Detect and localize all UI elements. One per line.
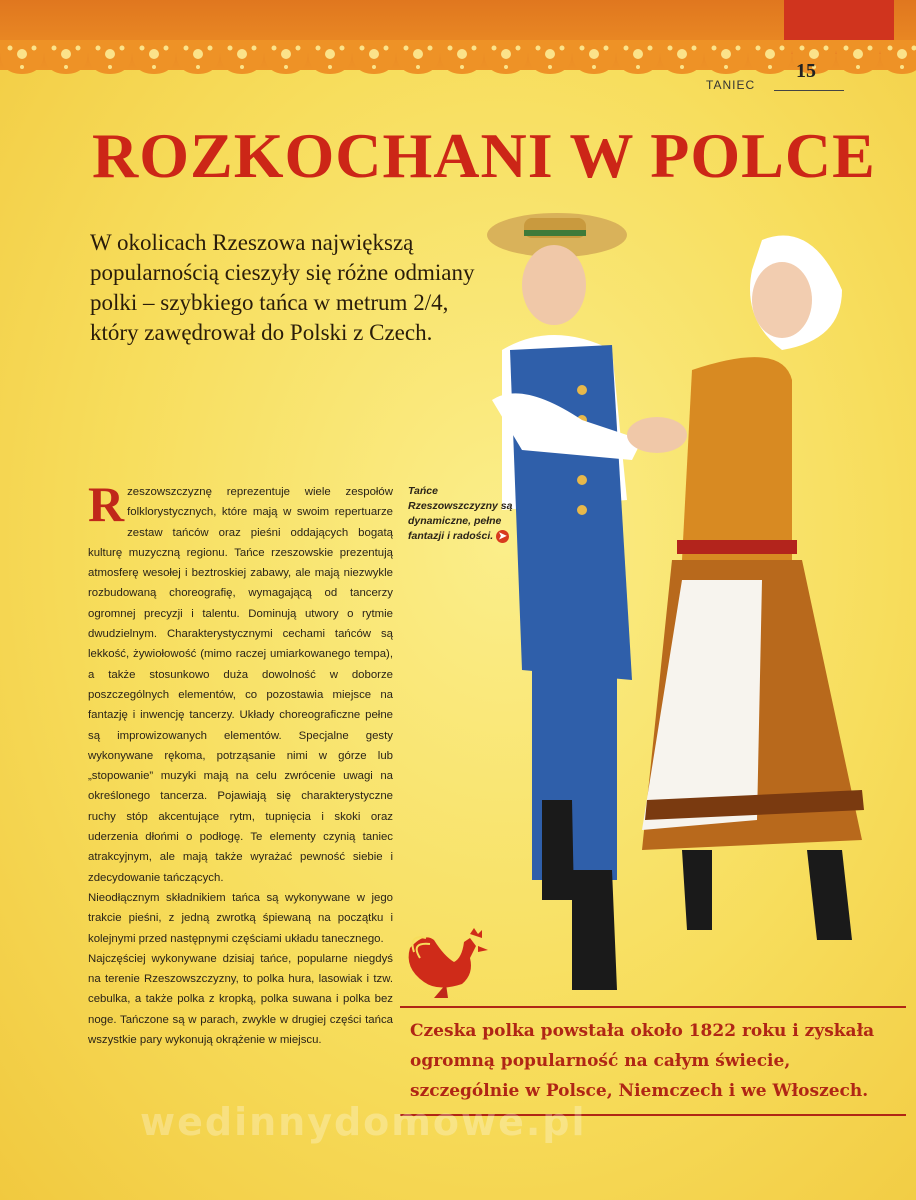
section-label: TANIEC [706,78,756,92]
woman-face [752,262,812,338]
rooster-icon [404,928,490,1004]
body-paragraph: Najczęściej wykonywane dzisiaj tańce, popularne niegdyś na terenie Rzeszowszczyzny, to polka hura, lasowiak i tzw. cebulka, a także polka z kropką, polka suwana i polka bez noge. Tańczone są w parach, zwykle w drugiej części tańca wszystkie pary wykonują okrążenie w miejscu. [88,952,393,1047]
watermark: wedinnydomowe.pl [140,1100,587,1144]
dancers-photo [462,200,872,1000]
lace-scallops [0,40,916,76]
orange-bodice [682,357,792,560]
quote-rule-top [400,1006,906,1008]
page-number: 15 [796,60,816,82]
article-body [88,476,393,1050]
body-paragraph: Nieodłącznym składnikiem tańca są wykonywane w jego trakcie pieśni, z jedną zwrotką śpiewaną na początku i kolejnymi przed następnymi częściami układu tanecznego. [88,891,393,945]
caption-text: Tańce Rzeszowszczyzny są dynamiczne, pełne fantazji i radości. [408,485,513,542]
article-title: ROZKOCHANI W POLCE [92,120,876,191]
drop-cap: R [88,476,125,532]
header-rule [774,90,844,91]
pull-quote: Czeska polka powstała około 1822 roku i zyskała ogromną popularność na całym świecie, szczególnie w Polsce, Niemczech i we Włoszech. [410,1021,875,1101]
paragraph-1-text: zeszowszczyznę reprezentuje wiele zespołów folklorystycznych, które mają w swoim repertuarze zestaw tańców oraz pieśni oddających bogatą kulturę muzyczną regionu. Tańce rzeszowskie prezentują atmosferę wesołej i beztroskiej zabawy, ale mają niezwykle rozbudowaną choreografię, wymagającą od tancerzy ogromnej precyzji i talentu. Dominują utwory o rytmie dwudzielnym. Charakterystycznymi cechami tańców są lekkość, żywiołowość (mimo raczej umiarkowanego tempa), a także stosunkowo duża dowolność w doborze poszczególnych elementów, co pozostawia miejsce na fantazję i inwencję tancerzy. Układy choreograficzne pełne są improwizowanych elementów. Specjalne gesty wykonywane rękoma, potrząsanie nimi w górze lub „stopowanie” muzyki mają na celu zwrócenie uwagi na określonego tancerza. Pojawiają się charakterystyczne ruchy stóp akcentujące rytm, tupnięcia i skoki oraz uderzenia dłońmi o podłogę. Te elementy czynią taniec atrakcyjnym, ale mają także wyrażać pewność siebie i zdecydowanie tańczących. [88,486,393,884]
arrow-icon: ➤ [496,530,509,543]
body-paragraph [88,476,393,888]
article-lead: W okolicach Rzeszowa największą popularnością cieszyły się różne odmiany polki – szybkiego tańca w metrum 2/4, który zawędrował do Polski z Czech. [90,230,475,345]
photo-caption [408,484,520,544]
man-face [522,245,586,325]
